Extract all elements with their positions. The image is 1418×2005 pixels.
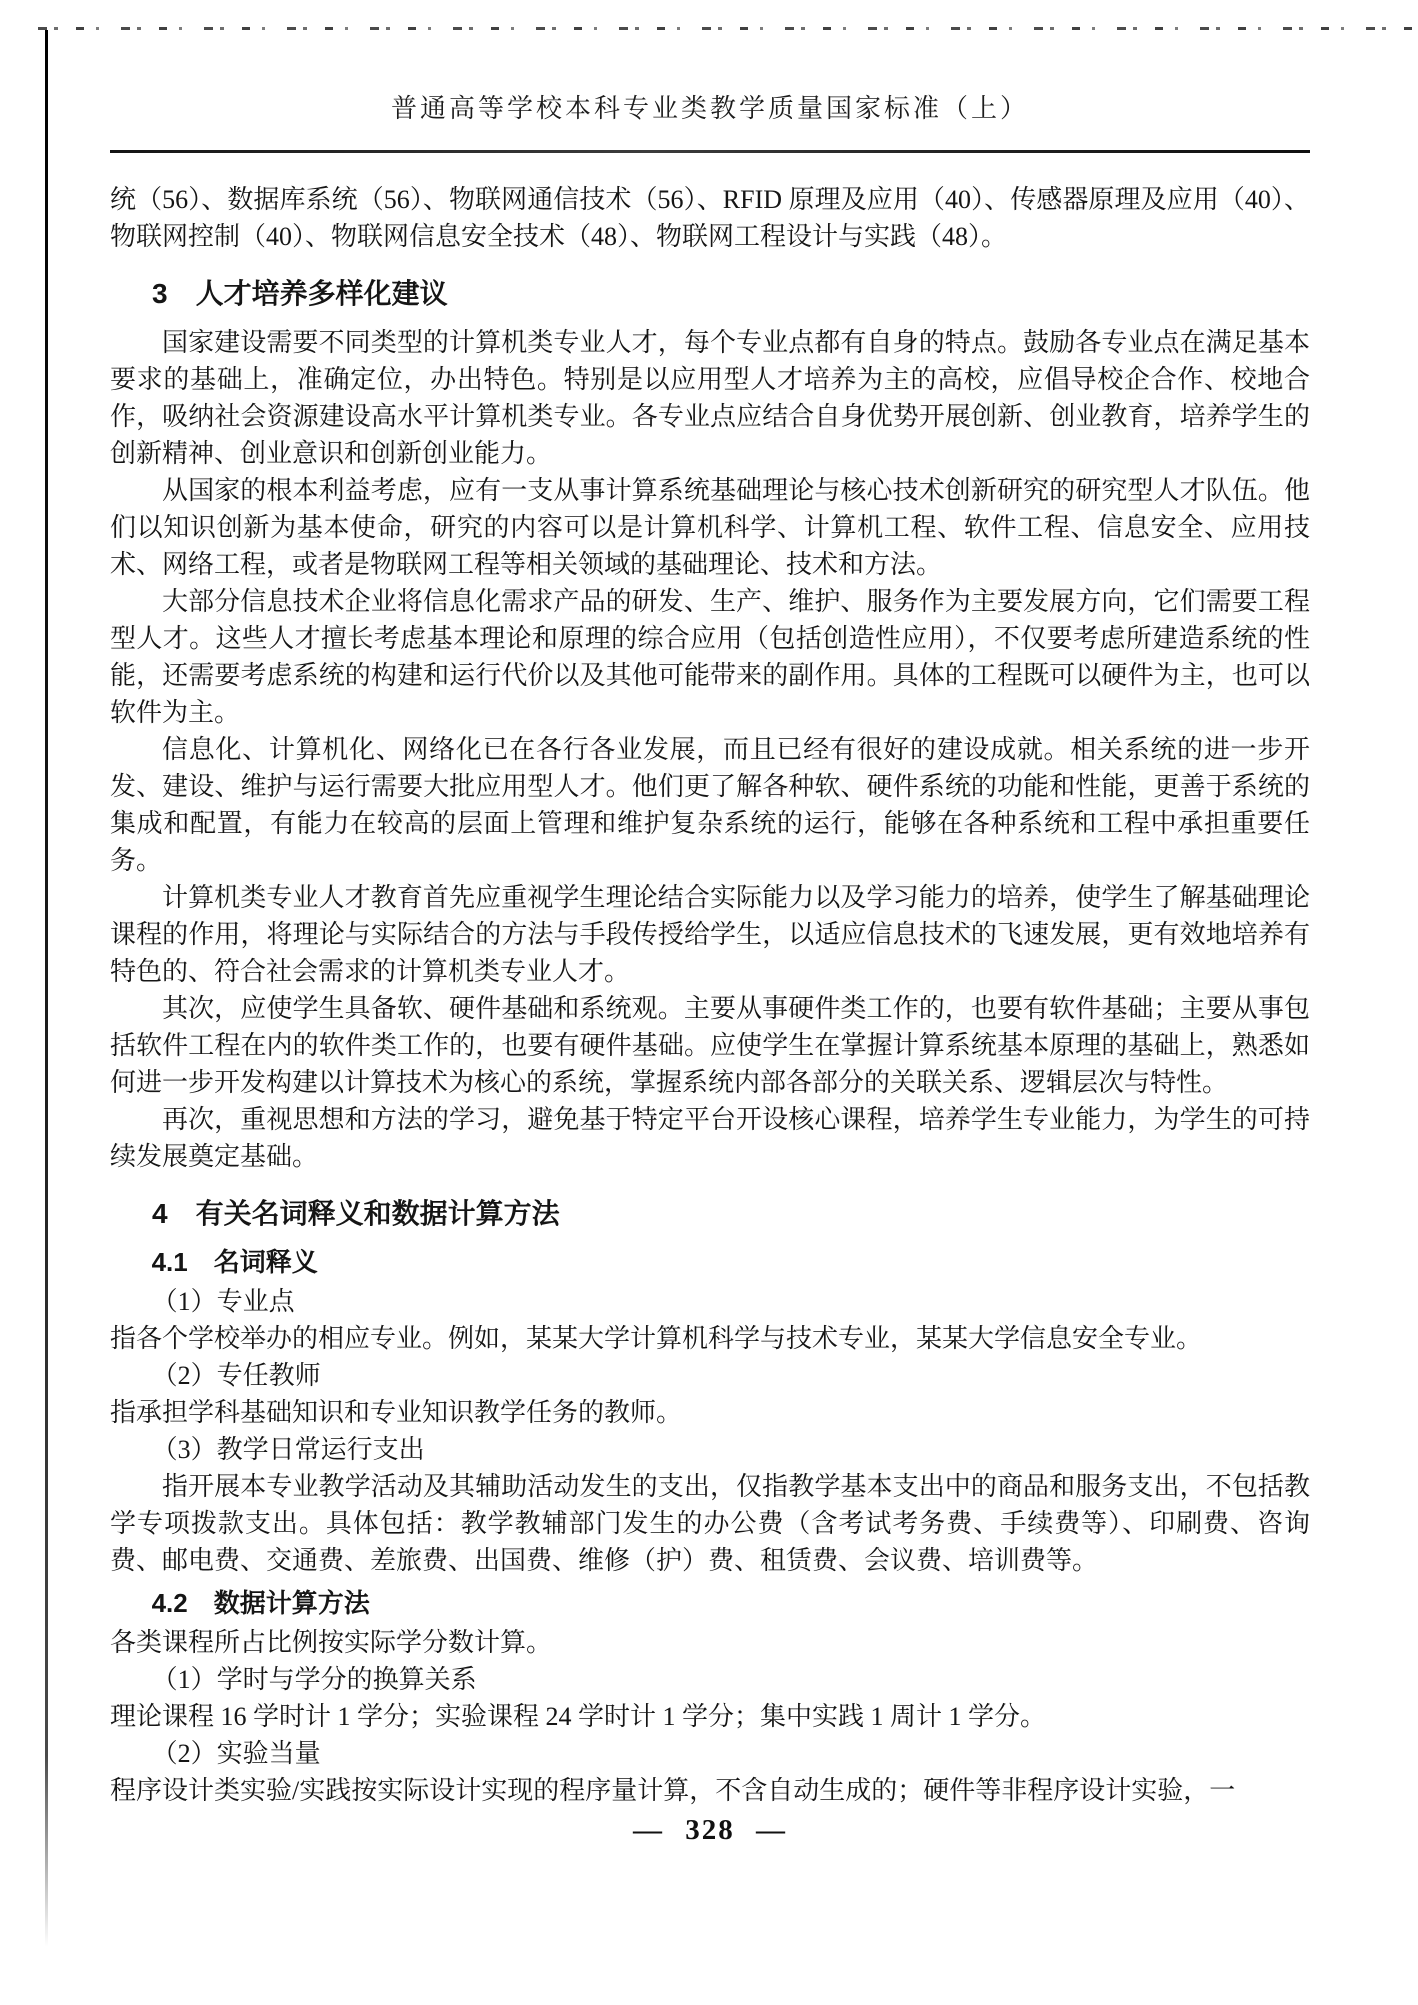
subsection-heading-4-2: 4.2 数据计算方法 bbox=[151, 1588, 370, 1618]
term-definition-2: 指承担学科基础知识和专业知识教学任务的教师。 bbox=[110, 1398, 683, 1427]
paragraph-course-list-continuation: 统（56）、数据库系统（56）、物联网通信技术（56）、RFID 原理及应用（40）、传感器原理及应用（40）、物联网控制（40）、物联网信息安全技术（48）、物联网工程设计与实践（48）。 bbox=[110, 185, 1310, 251]
section-heading-4: 4 有关名词释义和数据计算方法 bbox=[152, 1198, 560, 1229]
scan-border-left bbox=[45, 30, 48, 1947]
method-intro: 各类课程所占比例按实际学分数计算。 bbox=[110, 1628, 553, 1657]
subsection-heading-4-1: 4.1 名词释义 bbox=[151, 1247, 318, 1277]
term-definition-1: 指各个学校举办的相应专业。例如，某某大学计算机科学与技术专业，某某大学信息安全专业。 bbox=[110, 1324, 1203, 1353]
method-item-2: （2）实验当量 bbox=[151, 1739, 321, 1768]
paragraph: 信息化、计算机化、网络化已在各行各业发展，而且已经有很好的建设成就。相关系统的进一步开发、建设、维护与运行需要大批应用型人才。他们更了解各种软、硬件系统的功能和性能，更善于系统的集成和配置，有能力在较高的层面上管理和维护复杂系统的运行，能够在各种系统和工程中承担重要任务。 bbox=[110, 735, 1310, 875]
document-body bbox=[110, 181, 1310, 1809]
paragraph: 从国家的根本利益考虑，应有一支从事计算系统基础理论与核心技术创新研究的研究型人才队伍。他们以知识创新为基本使命，研究的内容可以是计算机科学、计算机工程、软件工程、信息安全、应用技术、网络工程，或者是物联网工程等相关领域的基础理论、技术和方法。 bbox=[110, 476, 1310, 579]
section-heading-3: 3 人才培养多样化建议 bbox=[152, 278, 448, 309]
scan-artifact-top-edge bbox=[38, 27, 1418, 30]
running-header-title: 普通高等学校本科专业类教学质量国家标准（上） bbox=[390, 94, 1029, 123]
method-definition-2: 程序设计类实验/实践按实际设计实现的程序量计算，不含自动生成的；硬件等非程序设计实验，一 bbox=[110, 1776, 1236, 1805]
method-definition-1: 理论课程 16 学时计 1 学分；实验课程 24 学时计 1 学分；集中实践 1 周计 1 学分。 bbox=[110, 1702, 1047, 1731]
term-item-2: （2）专任教师 bbox=[151, 1361, 321, 1390]
paragraph: 国家建设需要不同类型的计算机类专业人才，每个专业点都有自身的特点。鼓励各专业点在满足基本要求的基础上，准确定位，办出特色。特别是以应用型人才培养为主的高校，应倡导校企合作、校地合作，吸纳社会资源建设高水平计算机类专业。各专业点应结合自身优势开展创新、创业教育，培养学生的创新精神、创业意识和创新创业能力。 bbox=[110, 328, 1310, 468]
term-definition-3: 指开展本专业教学活动及其辅助活动发生的支出，仅指教学基本支出中的商品和服务支出，不包括教学专项拨款支出。具体包括：教学教辅部门发生的办公费（含考试考务费、手续费等）、印刷费、咨询费、邮电费、交通费、差旅费、出国费、维修（护）费、租赁费、会议费、培训费等。 bbox=[110, 1472, 1310, 1575]
paragraph: 大部分信息技术企业将信息化需求产品的研发、生产、维护、服务作为主要发展方向，它们需要工程型人才。这些人才擅长考虑基本理论和原理的综合应用（包括创造性应用），不仅要考虑所建造系统的性能，还需要考虑系统的构建和运行代价以及其他可能带来的副作用。具体的工程既可以硬件为主，也可以软件为主。 bbox=[110, 587, 1310, 727]
header-rule bbox=[110, 150, 1310, 153]
term-item-1: （1）专业点 bbox=[151, 1287, 295, 1316]
paragraph: 再次，重视思想和方法的学习，避免基于特定平台开设核心课程，培养学生专业能力，为学生的可持续发展奠定基础。 bbox=[110, 1105, 1310, 1171]
page-number: — 328 — bbox=[633, 1814, 787, 1846]
method-item-1: （1）学时与学分的换算关系 bbox=[151, 1665, 477, 1694]
paragraph: 计算机类专业人才教育首先应重视学生理论结合实际能力以及学习能力的培养，使学生了解基础理论课程的作用，将理论与实际结合的方法与手段传授给学生，以适应信息技术的飞速发展，更有效地培养有特色的、符合社会需求的计算机类专业人才。 bbox=[110, 883, 1310, 986]
paragraph: 其次，应使学生具备软、硬件基础和系统观。主要从事硬件类工作的，也要有软件基础；主要从事包括软件工程在内的软件类工作的，也要有硬件基础。应使学生在掌握计算系统基本原理的基础上，熟悉如何进一步开发构建以计算技术为核心的系统，掌握系统内部各部分的关联关系、逻辑层次与特性。 bbox=[110, 994, 1310, 1097]
page-content bbox=[110, 92, 1310, 1809]
term-item-3: （3）教学日常运行支出 bbox=[151, 1435, 425, 1464]
